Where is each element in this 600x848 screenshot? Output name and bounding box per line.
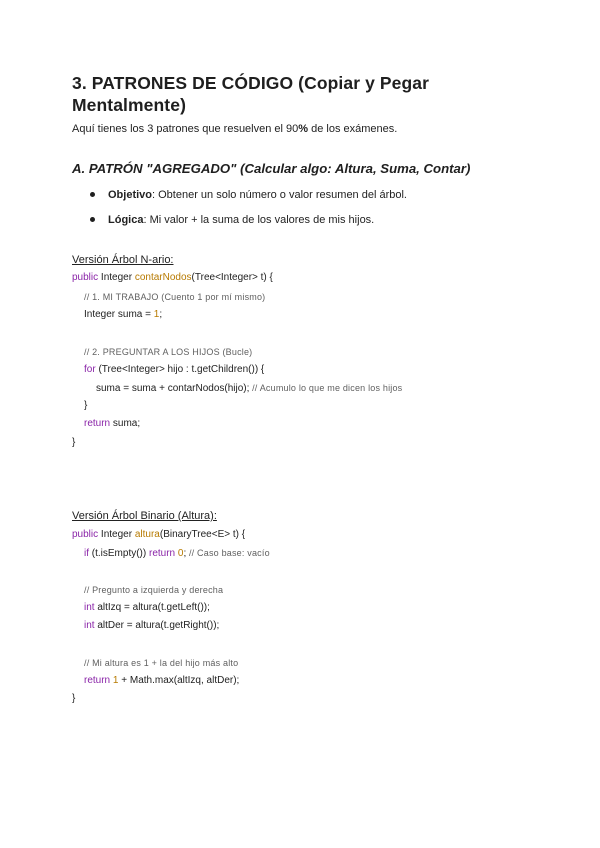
code-text: altDer = altura(t.getRight()); (94, 620, 220, 631)
bullet-text: : Obtener un solo número o valor resumen del árbol. (152, 189, 407, 201)
code-text: } (84, 400, 88, 411)
code-text: ; (159, 309, 163, 320)
code-keyword: if (84, 548, 89, 559)
intro-text-end: de los exámenes. (308, 123, 398, 135)
code-keyword: public (72, 529, 99, 540)
code-keyword: return (84, 675, 111, 686)
code-text: Integer (98, 529, 135, 540)
bullet-icon (90, 217, 95, 222)
code-text: + Math.max(altIzq, altDer); (118, 675, 240, 686)
code-line (84, 399, 87, 413)
binario-version-label: Versión Árbol Binario (Altura): (72, 510, 217, 522)
code-function-name: contarNodos (134, 272, 192, 283)
code-line (72, 271, 273, 285)
bullet-icon (90, 192, 95, 197)
bullet-item-logica (88, 211, 407, 236)
code-text: Integer suma = (84, 309, 154, 320)
bullet-label: Objetivo (108, 189, 153, 201)
code-line (84, 619, 219, 633)
bullet-label: Lógica (108, 214, 144, 226)
code-text: ; (183, 548, 187, 559)
code-text: suma = suma + contarNodos(hijo); (96, 383, 250, 394)
code-line (84, 656, 238, 670)
code-line (84, 674, 239, 688)
code-line (84, 363, 264, 377)
code-comment: // Caso base: vacío (186, 548, 270, 558)
section-a-bullets (88, 186, 407, 236)
code-line (84, 583, 223, 597)
code-comment: // Mi altura es 1 + la del hijo más alto (84, 658, 239, 668)
code-text: (Tree<Integer> t) { (191, 272, 273, 283)
code-number: 1 (112, 675, 119, 686)
code-text: altIzq = altura(t.getLeft()); (94, 602, 210, 613)
nario-version-label: Versión Árbol N-ario: (72, 254, 174, 266)
code-line (72, 436, 75, 450)
code-text: Integer (98, 272, 135, 283)
intro-text-start: Aquí tienes los 3 patrones que resuelven el 90 (72, 123, 299, 135)
code-keyword: int (84, 620, 95, 631)
code-number: 1 (153, 309, 160, 320)
code-keyword: return (149, 548, 176, 559)
code-keyword: for (84, 364, 96, 375)
code-line (84, 290, 265, 304)
code-line (96, 381, 402, 395)
intro-paragraph (72, 121, 397, 137)
code-text: } (72, 693, 76, 704)
code-line (84, 417, 140, 431)
code-line (84, 308, 162, 322)
code-comment: // Pregunto a izquierda y derecha (84, 585, 224, 595)
code-text: (t.isEmpty()) (89, 548, 149, 559)
code-text: (BinaryTree<E> t) { (159, 529, 246, 540)
code-line (84, 345, 252, 359)
bullet-text: : Mi valor + la suma de los valores de mis hijos. (143, 214, 375, 226)
code-text: } (72, 437, 76, 448)
intro-text-bold: % (298, 123, 309, 135)
code-number: 0 (177, 548, 184, 559)
code-keyword: public (72, 272, 99, 283)
code-function-name: altura (134, 529, 160, 540)
code-comment: // 1. MI TRABAJO (Cuento 1 por mí mismo) (84, 292, 266, 302)
code-comment: // 2. PREGUNTAR A LOS HIJOS (Bucle) (84, 347, 253, 357)
code-line (84, 546, 270, 560)
code-keyword: int (84, 602, 95, 613)
code-text: suma; (110, 418, 141, 429)
section-a-title: A. PATRÓN "AGREGADO" (Calcular algo: Altura, Suma, Contar) (72, 161, 471, 176)
code-line (72, 528, 245, 542)
code-comment: // Acumulo lo que me dicen los hijos (249, 383, 403, 393)
bullet-item-objetivo (88, 186, 407, 211)
code-keyword: return (84, 418, 111, 429)
code-line (84, 601, 210, 615)
code-line (72, 692, 75, 706)
page-title: 3. PATRONES DE CÓDIGO (Copiar y Pegar Mentalmente) (72, 73, 430, 115)
code-text: (Tree<Integer> hijo : t.getChildren()) { (95, 364, 265, 375)
